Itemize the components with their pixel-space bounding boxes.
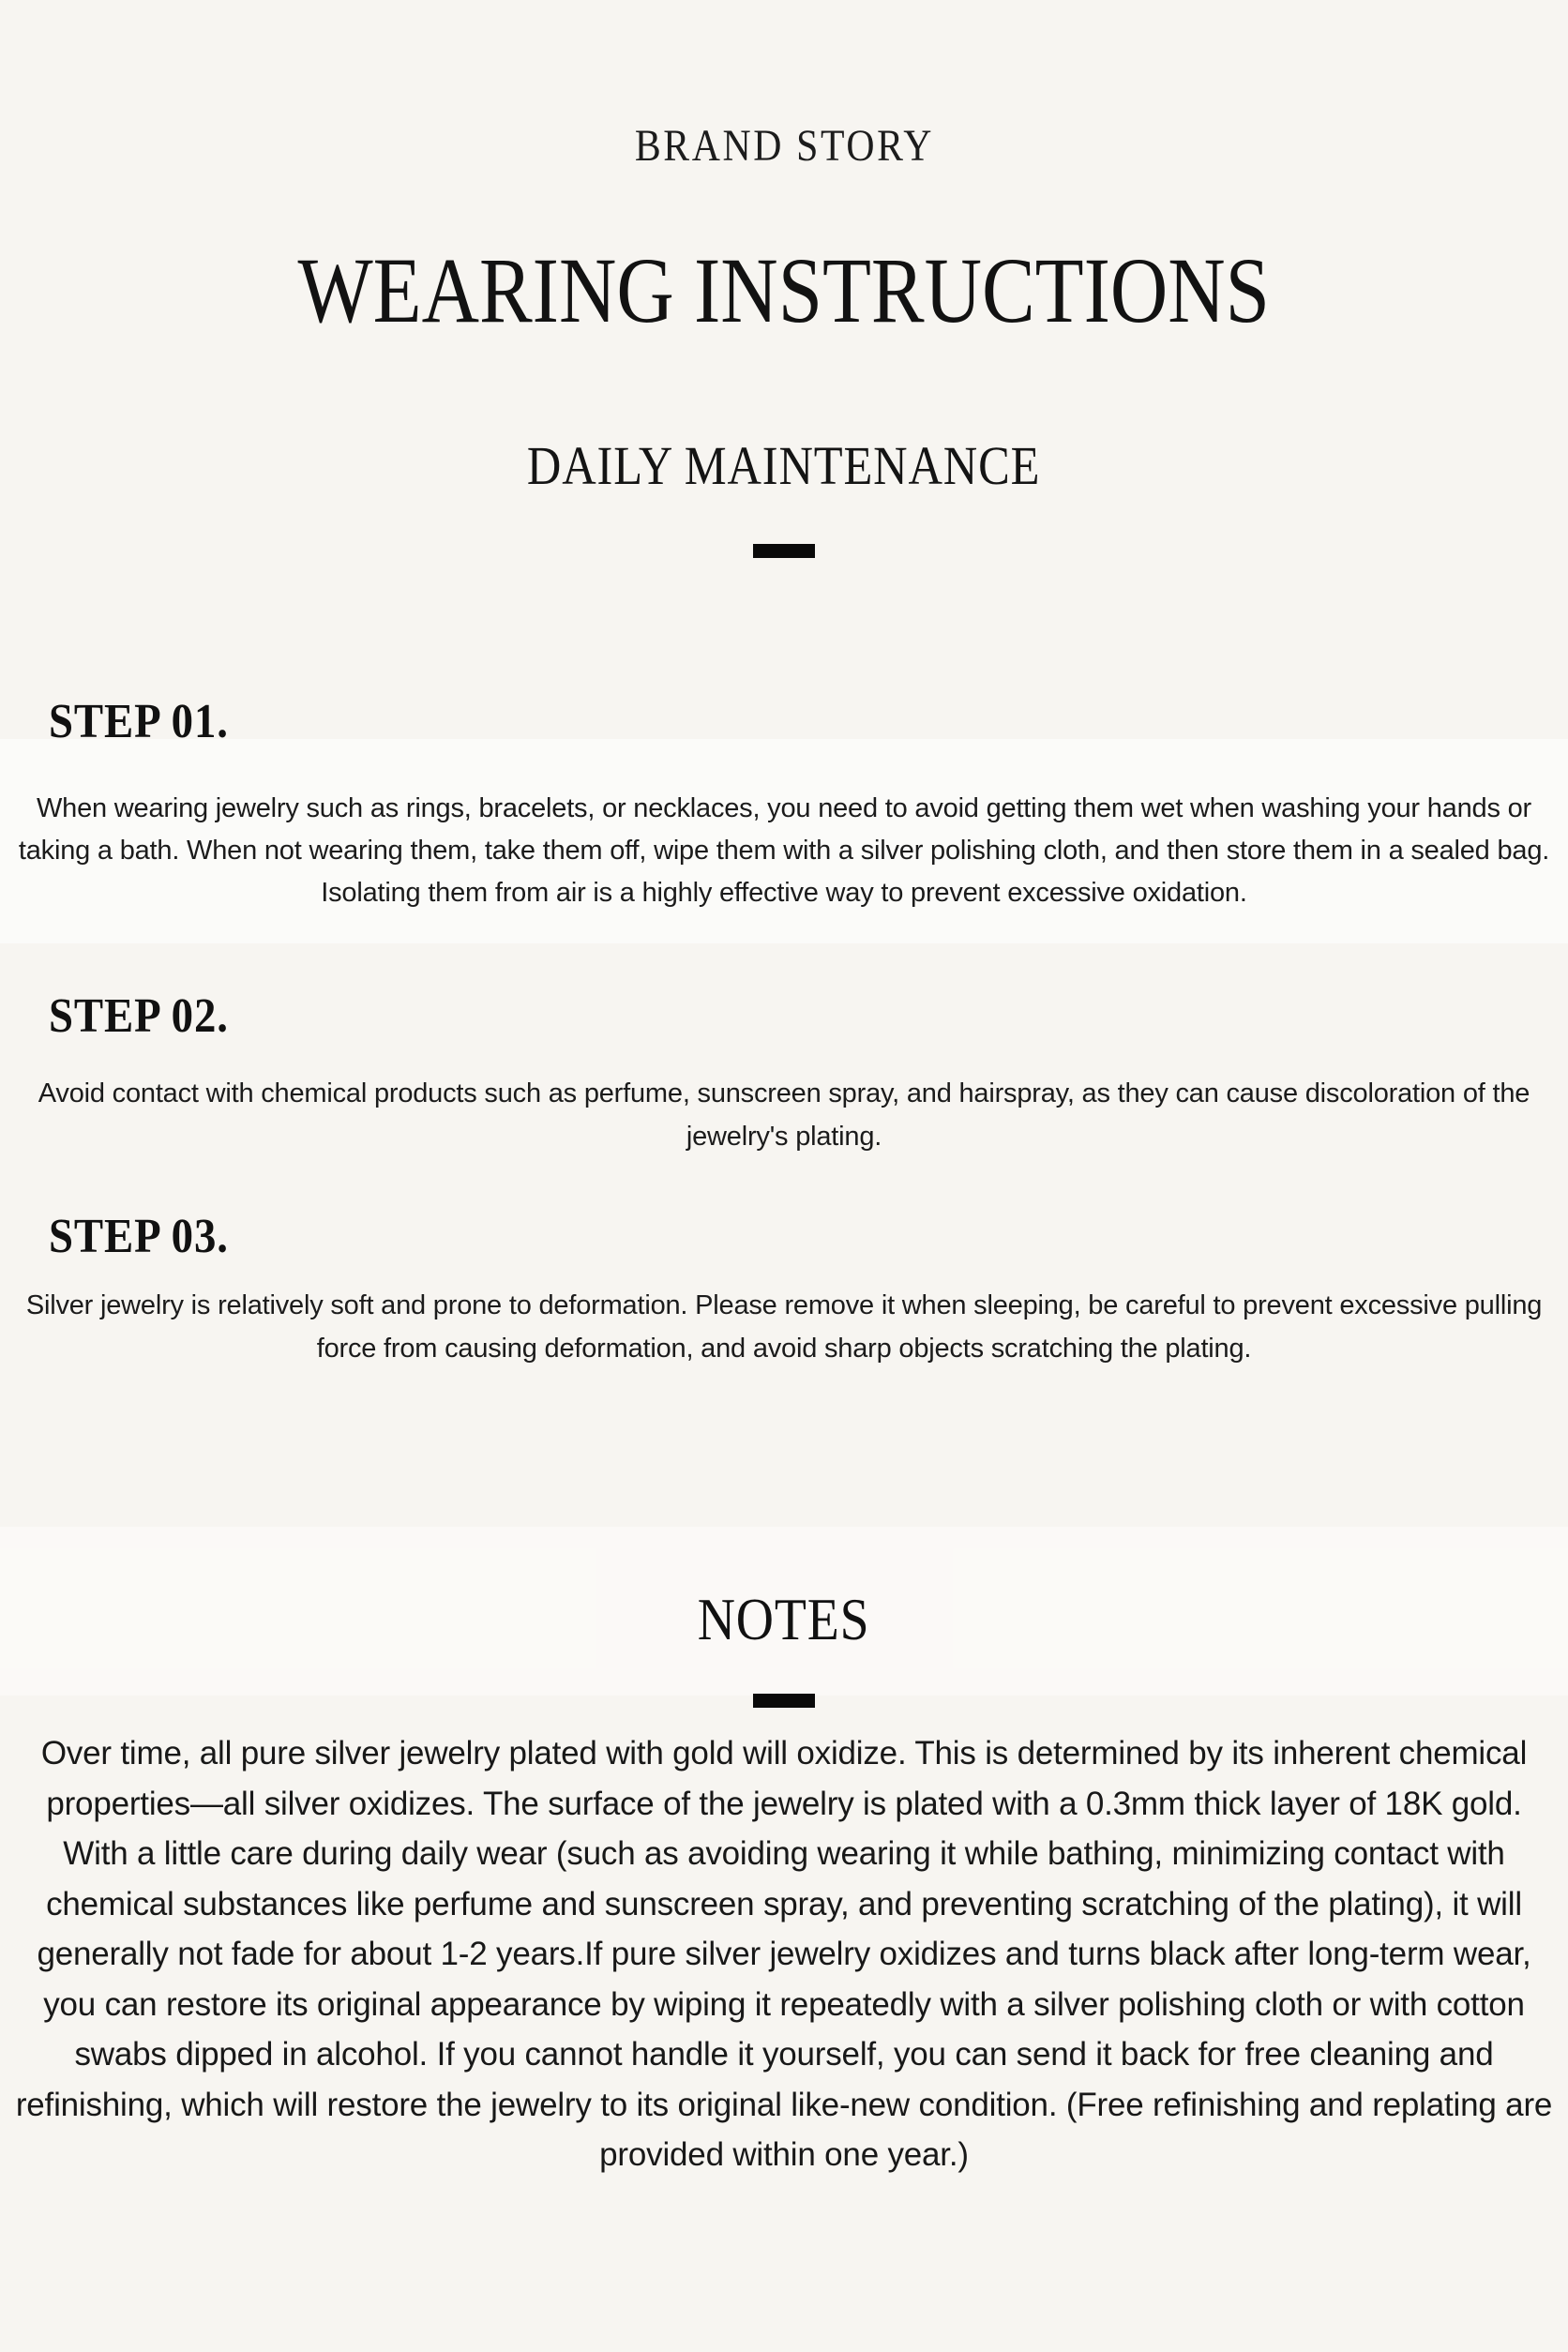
- section-subtitle-daily-maintenance: [0, 434, 1568, 497]
- step-02-paragraph: Avoid contact with chemical products such as perfume, sunscreen spray, and hairspray, as they can cause discoloration of the jewelry's plating.: [38, 1078, 1530, 1152]
- divider-dash: [753, 1694, 815, 1708]
- step-02-heading-text: STEP 02.: [49, 989, 229, 1043]
- notes-heading: [0, 1585, 1568, 1654]
- page-title-text: WEARING INSTRUCTIONS: [297, 238, 1271, 342]
- page-title: [0, 236, 1568, 344]
- step-02-heading: [49, 988, 249, 1044]
- step-01-paragraph: When wearing jewelry such as rings, bracelets, or necklaces, you need to avoid getting them wet when washing your hands or taking a bath. When not wearing them, take them off, wipe them with a silver polishing cloth, and then store them in a sealed bag. Isolating them from air is a highly effective way to prevent excessive oxidation.: [18, 793, 1550, 908]
- step-03-heading: [49, 1209, 249, 1264]
- notes-heading-text: NOTES: [698, 1586, 870, 1652]
- section-subtitle-text: DAILY MAINTENANCE: [527, 435, 1041, 496]
- brand-story-eyebrow-text: BRAND STORY: [634, 121, 934, 171]
- step-01-heading-text: STEP 01.: [49, 695, 229, 748]
- brand-story-eyebrow: [0, 120, 1568, 172]
- notes-paragraph: Over time, all pure silver jewelry plated with gold will oxidize. This is determined by its inherent chemical properties—all silver oxidizes. The surface of the jewelry is plated with a 0.3mm thick layer of 18K gold. With a little care during daily wear (such as avoiding wearing it while bathing, minimizing contact with chemical substances like perfume and sunscreen spray, and preventing scratching of the plating), it will generally not fade for about 1-2 years.If pure silver jewelry oxidizes and turns black after long-term wear, you can restore its original appearance by wiping it repeatedly with a silver polishing cloth or with cotton swabs dipped in alcohol. If you cannot handle it yourself, you can send it back for free cleaning and refinishing, which will restore the jewelry to its original like-new condition. (Free refinishing and replating are provided within one year.): [15, 1735, 1553, 2173]
- step-03-paragraph: Silver jewelry is relatively soft and prone to deformation. Please remove it when sleeping, be careful to prevent excessive pulling force from causing deformation, and avoid sharp objects scratching the plating.: [25, 1290, 1543, 1364]
- divider-dash: [753, 544, 815, 558]
- step-03-heading-text: STEP 03.: [49, 1210, 229, 1263]
- step-01-heading: [49, 694, 249, 749]
